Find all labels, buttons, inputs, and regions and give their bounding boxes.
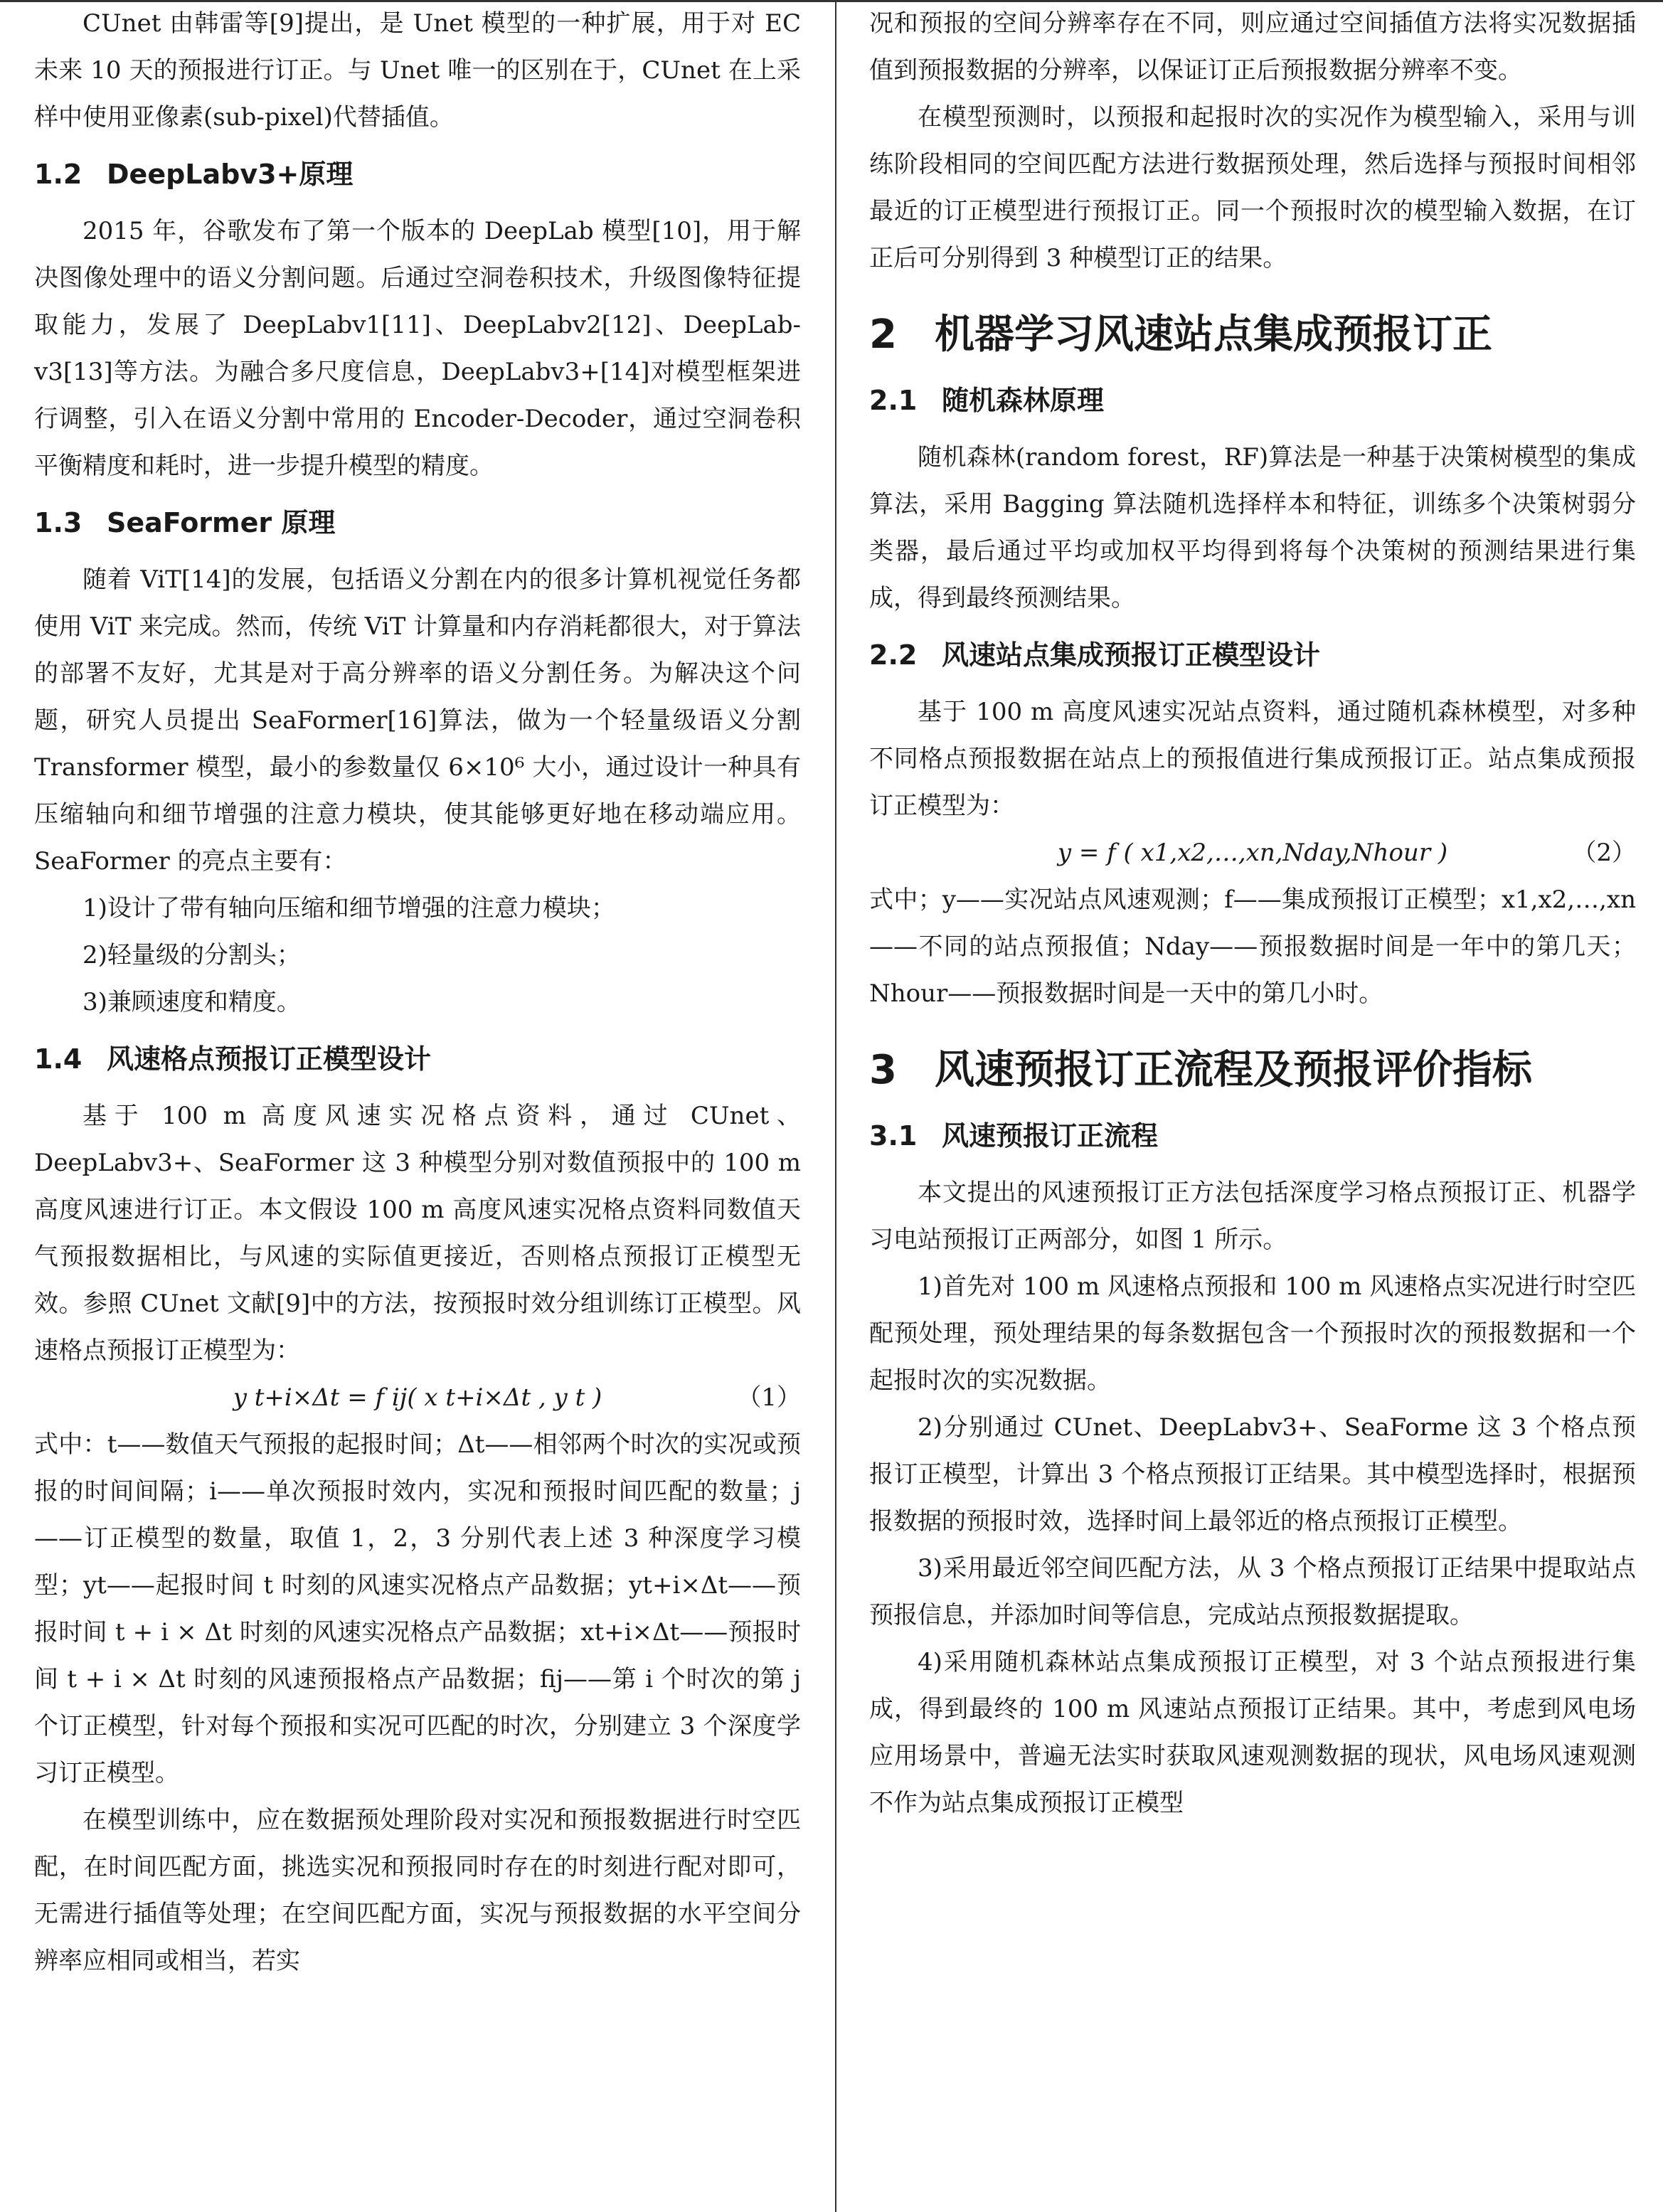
column-divider	[835, 0, 836, 2212]
section-number: 2.1	[869, 385, 918, 416]
section-title: 风速格点预报订正模型设计	[107, 1043, 432, 1075]
section-title: 随机森林原理	[942, 385, 1105, 416]
section-heading-1-2	[34, 151, 801, 198]
section-title: SeaFormer 原理	[107, 507, 336, 538]
formula-expression: y t+i×Δt = f ij( x t+i×Δt , y t )	[233, 1383, 602, 1412]
list-item: 1)首先对 100 m 风速格点预报和 100 m 风速格点实况进行时空匹配预处理，预处理结果的每条数据包含一个预报时次的预报数据和一个起报时次的实况数据。	[869, 1272, 1636, 1395]
paragraph-training: 在模型训练中，应在数据预处理阶段对实况和预报数据进行时空匹配，在时间匹配方面，挑选实况和预报同时存在的时刻进行配对即可，无需进行插值等处理；在空间匹配方面，实况与预报数据的水平空间分辨率应相同或相当，若实	[34, 1806, 801, 1975]
section-heading-2-2	[869, 632, 1636, 679]
list-item: 1)设计了带有轴向压缩和细节增强的注意力模块；	[83, 894, 615, 922]
paragraph-station-model: 基于 100 m 高度风速实况站点资料，通过随机森林模型，对多种不同格点预报数据在站点上的预报值进行集成预报订正。站点集成预报订正模型为：	[869, 698, 1636, 820]
left-column	[34, 0, 801, 1984]
paragraph-cunet: CUnet 由韩雷等[9]提出，是 Unet 模型的一种扩展，用于对 EC 未来 10 天的预报进行订正。与 Unet 唯一的区别在于，CUnet 在上采样中使用亚像素(sub-pixel)代替插值。	[34, 9, 801, 132]
section-number: 1.3	[34, 507, 83, 538]
paragraph-deeplab: 2015 年，谷歌发布了第一个版本的 DeepLab 模型[10]，用于解决图像处理中的语义分割问题。后通过空洞卷积技术，升级图像特征提取能力，发展了 DeepLabv1[11]、DeepLabv2[12]、DeepLab-v3[13]等方法。为融合多尺度信息，DeepLabv3+[14]对模型框架进行调整，引入在语义分割中常用的 Encoder-Decoder，通过空洞卷积平衡精度和耗时，进一步提升模型的精度。	[34, 217, 801, 480]
equation-number: （2）	[1572, 839, 1636, 867]
right-column	[869, 0, 1636, 1827]
paragraph-prediction: 在模型预测时，以预报和起报时次的实况作为模型输入，采用与训练阶段相同的空间匹配方法进行数据预处理，然后选择与预报时间相邻最近的订正模型进行预报订正。同一个预报时次的模型输入数据，在订正后可分别得到 3 种模型订正的结果。	[869, 103, 1636, 272]
chapter-number: 2	[869, 312, 897, 358]
section-heading-3-1	[869, 1112, 1636, 1159]
section-title: 风速预报订正流程	[942, 1120, 1159, 1152]
formula-1	[34, 1374, 801, 1421]
section-number: 1.4	[34, 1043, 83, 1075]
equation-number: （1）	[737, 1383, 801, 1412]
paragraph-seaformer: 随着 ViT[14]的发展，包括语义分割在内的很多计算机视觉任务都使用 ViT 来完成。然而，传统 ViT 计算量和内存消耗都很大，对于算法的部署不友好，尤其是对于高分辨率的语义分割任务。为解决这个问题，研究人员提出 SeaFormer[16]算法，做为一个轻量级语义分割 Transformer 模型，最小的参数量仅 6×10⁶ 大小，通过设计一种具有压缩轴向和细节增强的注意力模块，使其能够更好地在移动端应用。SeaFormer 的亮点主要有：	[34, 565, 801, 876]
section-title: 风速站点集成预报订正模型设计	[942, 639, 1321, 671]
section-title: DeepLabv3+原理	[107, 159, 354, 190]
paragraph-continuation: 况和预报的空间分辨率存在不同，则应通过空间插值方法将实况数据插值到预报数据的分辨率，以保证订正后预报数据分辨率不变。	[869, 9, 1636, 85]
paragraph-flow: 本文提出的风速预报订正方法包括深度学习格点预报订正、机器学习电站预报订正两部分，如图 1 所示。	[869, 1179, 1636, 1254]
chapter-title: 机器学习风速站点集成预报订正	[935, 312, 1492, 358]
chapter-number: 3	[869, 1047, 897, 1093]
chapter-heading-2	[869, 303, 1636, 367]
paragraph-variable-definitions: 式中；y——实况站点风速观测；f——集成预报订正模型；x1,x2,…,xn——不同的站点预报值；Nday——预报数据时间是一年中的第几天；Nhour——预报数据时间是一天中的第几小时。	[869, 886, 1636, 1008]
list-item: 2)分别通过 CUnet、DeepLabv3+、SeaForme 这 3 个格点预报订正模型，计算出 3 个格点预报订正结果。其中模型选择时，根据预报数据的预报时效，选择时间上最邻近的格点预报订正模型。	[869, 1413, 1636, 1536]
section-heading-2-1	[869, 377, 1636, 424]
section-number: 3.1	[869, 1120, 918, 1152]
chapter-title: 风速预报订正流程及预报评价指标	[935, 1047, 1532, 1093]
section-number: 2.2	[869, 639, 918, 671]
paragraph-grid-model: 基于 100 m 高度风速实况格点资料，通过 CUnet、DeepLabv3+、SeaFormer 这 3 种模型分别对数值预报中的 100 m 高度风速进行订正。本文假设 100 m 高度风速实况格点资料同数值天气预报数据相比，与风速的实际值更接近，否则格点预报订正模型无效。参照 CUnet 文献[9]中的方法，按预报时效分组训练订正模型。风速格点预报订正模型为：	[34, 1102, 801, 1365]
section-heading-1-4	[34, 1036, 801, 1083]
chapter-heading-3	[869, 1038, 1636, 1102]
list-item: 3)采用最近邻空间匹配方法，从 3 个格点预报订正结果中提取站点预报信息，并添加时间等信息，完成站点预报数据提取。	[869, 1554, 1636, 1629]
formula-2	[869, 829, 1636, 876]
formula-expression: y = f ( x1,x2,…,xn,Nday,Nhour )	[1057, 839, 1448, 867]
list-item: 3)兼顾速度和精度。	[83, 988, 301, 1016]
list-item: 2)轻量级的分割头；	[83, 941, 301, 969]
section-number: 1.2	[34, 159, 83, 190]
paragraph-random-forest: 随机森林(random forest，RF)算法是一种基于决策树模型的集成算法，采用 Bagging 算法随机选择样本和特征，训练多个决策树弱分类器，最后通过平均或加权平均得到将每个决策树的预测结果进行集成，得到最终预测结果。	[869, 443, 1636, 612]
paragraph-variable-definitions: 式中：t——数值天气预报的起报时间；Δt——相邻两个时次的实况或预报的时间间隔；i——单次预报时效内，实况和预报时间匹配的数量；j——订正模型的数量，取值 1，2，3 分别代表上述 3 种深度学习模型；yt——起报时间 t 时刻的风速实况格点产品数据；yt+i×Δt——预报时间 t + i × Δt 时刻的风速实况格点产品数据；xt+i×Δt——预报时间 t + i × Δt 时刻的风速预报格点产品数据；fij——第 i 个时次的第 j 个订正模型，针对每个预报和实况可匹配的时次，分别建立 3 个深度学习订正模型。	[34, 1430, 801, 1787]
section-heading-1-3	[34, 499, 801, 546]
list-item: 4)采用随机森林站点集成预报订正模型，对 3 个站点预报进行集成，得到最终的 100 m 风速站点预报订正结果。其中，考虑到风电场应用场景中，普遍无法实时获取风速观测数据的现状，风电场风速观测不作为站点集成预报订正模型	[869, 1648, 1636, 1817]
